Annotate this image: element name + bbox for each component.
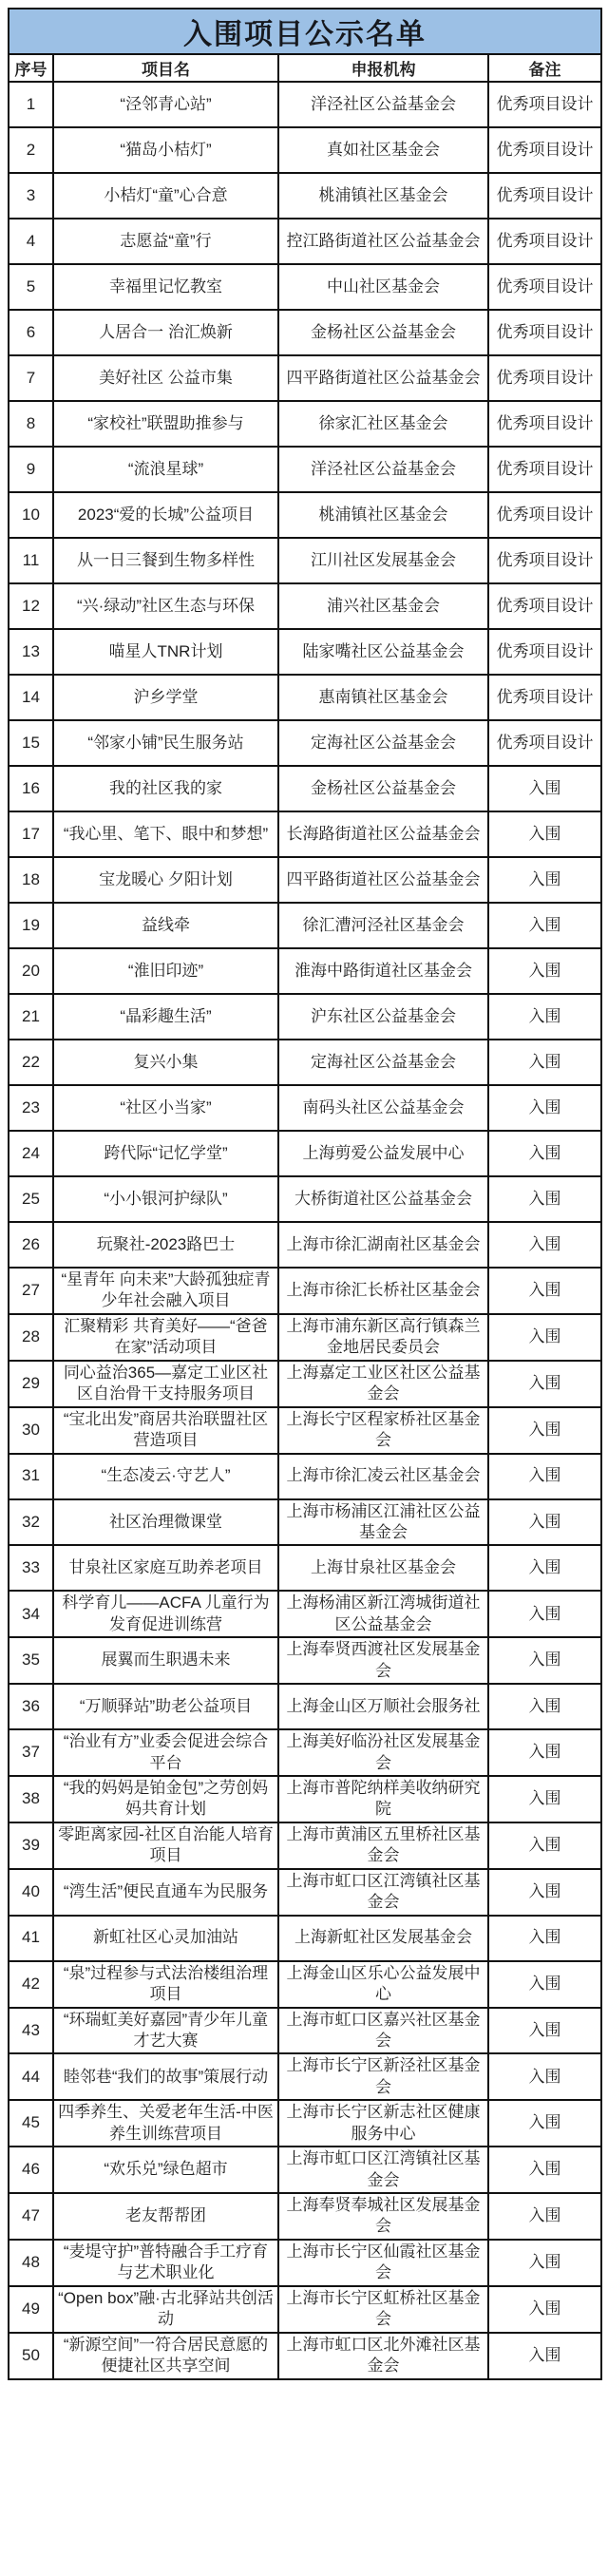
cell-remark: 入围 [488, 1776, 601, 1822]
table-row [9, 1499, 601, 1546]
cell-project: 宝龙暖心 夕阳计划 [53, 857, 278, 903]
cell-no: 8 [9, 401, 53, 447]
column-header-project: 项目名 [53, 54, 278, 82]
cell-remark: 入围 [488, 2008, 601, 2054]
table-row [9, 766, 601, 811]
cell-remark: 入围 [488, 1407, 601, 1454]
cell-project: 幸福里记忆教室 [53, 264, 278, 310]
cell-no: 47 [9, 2193, 53, 2240]
cell-org: 上海市浦东新区高行镇森兰金地居民委员会 [278, 1314, 488, 1361]
cell-org: 上海市徐汇长桥社区基金会 [278, 1268, 488, 1314]
cell-org: 上海杨浦区新江湾城街道社区公益基金会 [278, 1591, 488, 1637]
cell-remark: 入围 [488, 1916, 601, 1961]
table-row [9, 903, 601, 948]
cell-remark: 优秀项目设计 [488, 720, 601, 766]
cell-no: 12 [9, 583, 53, 629]
cell-remark: 入围 [488, 1131, 601, 1176]
cell-no: 46 [9, 2147, 53, 2193]
cell-org: 四平路街道社区公益基金会 [278, 857, 488, 903]
cell-org: 上海市杨浦区江浦社区公益基金会 [278, 1499, 488, 1546]
table-row [9, 948, 601, 994]
table-row [9, 1314, 601, 1361]
table-row [9, 173, 601, 219]
table-row [9, 629, 601, 675]
table-row [9, 1361, 601, 1407]
table-row [9, 675, 601, 720]
cell-project: “兴·绿动”社区生态与环保 [53, 583, 278, 629]
cell-remark: 入围 [488, 1268, 601, 1314]
cell-project: 沪乡学堂 [53, 675, 278, 720]
cell-project: “泉”过程参与式法治楼组治理项目 [53, 1961, 278, 2008]
cell-remark: 入围 [488, 948, 601, 994]
table-row [9, 1222, 601, 1268]
table-row [9, 2008, 601, 2054]
cell-org: 上海新虹社区发展基金会 [278, 1916, 488, 1961]
cell-no: 28 [9, 1314, 53, 1361]
cell-org: 洋泾社区公益基金会 [278, 82, 488, 127]
cell-no: 4 [9, 219, 53, 264]
cell-no: 14 [9, 675, 53, 720]
cell-no: 29 [9, 1361, 53, 1407]
cell-project: 玩聚社-2023路巴士 [53, 1222, 278, 1268]
cell-project: “家校社”联盟助推参与 [53, 401, 278, 447]
table-row [9, 219, 601, 264]
table-body [9, 82, 601, 2379]
cell-org: 沪东社区公益基金会 [278, 994, 488, 1040]
cell-no: 11 [9, 538, 53, 583]
cell-project: “流浪星球” [53, 447, 278, 492]
table-row [9, 1684, 601, 1729]
cell-org: 上海市虹口区江湾镇社区基金会 [278, 1869, 488, 1916]
cell-project: “治业有方”业委会促进会综合平台 [53, 1729, 278, 1776]
cell-org: 徐汇漕河泾社区基金会 [278, 903, 488, 948]
table-row [9, 2333, 601, 2379]
cell-no: 30 [9, 1407, 53, 1454]
cell-project: 零距离家园-社区自治能人培育项目 [53, 1822, 278, 1869]
cell-org: 上海嘉定工业区社区公益基金会 [278, 1361, 488, 1407]
cell-project: “泾邻青心站” [53, 82, 278, 127]
table-row [9, 1131, 601, 1176]
cell-no: 16 [9, 766, 53, 811]
cell-remark: 优秀项目设计 [488, 538, 601, 583]
cell-no: 3 [9, 173, 53, 219]
table-row [9, 2053, 601, 2100]
cell-remark: 入围 [488, 1869, 601, 1916]
cell-no: 1 [9, 82, 53, 127]
cell-org: 上海市长宁区仙霞社区基金会 [278, 2240, 488, 2286]
table-row [9, 1407, 601, 1454]
cell-no: 48 [9, 2240, 53, 2286]
table-row [9, 127, 601, 173]
cell-project: 新虹社区心灵加油站 [53, 1916, 278, 1961]
cell-org: 江川社区发展基金会 [278, 538, 488, 583]
cell-project: “生态凌云·守艺人” [53, 1454, 278, 1499]
cell-org: 上海市长宁区新泾社区基金会 [278, 2053, 488, 2100]
cell-remark: 入围 [488, 2100, 601, 2147]
cell-no: 50 [9, 2333, 53, 2379]
cell-remark: 入围 [488, 1729, 601, 1776]
cell-org: 陆家嘴社区公益基金会 [278, 629, 488, 675]
cell-remark: 入围 [488, 1684, 601, 1729]
cell-remark: 入围 [488, 2053, 601, 2100]
cell-org: 上海甘泉社区基金会 [278, 1545, 488, 1591]
cell-remark: 入围 [488, 1040, 601, 1085]
cell-org: 上海市黄浦区五里桥社区基金会 [278, 1822, 488, 1869]
cell-project: 复兴小集 [53, 1040, 278, 1085]
cell-remark: 优秀项目设计 [488, 127, 601, 173]
cell-remark: 优秀项目设计 [488, 219, 601, 264]
cell-no: 41 [9, 1916, 53, 1961]
cell-org: 上海金山区乐心公益发展中心 [278, 1961, 488, 2008]
cell-org: 上海市长宁区新志社区健康服务中心 [278, 2100, 488, 2147]
cell-no: 9 [9, 447, 53, 492]
cell-org: 淮海中路街道社区基金会 [278, 948, 488, 994]
cell-remark: 优秀项目设计 [488, 675, 601, 720]
cell-org: 长海路街道社区公益基金会 [278, 811, 488, 857]
cell-no: 42 [9, 1961, 53, 2008]
table-row [9, 811, 601, 857]
cell-remark: 入围 [488, 1822, 601, 1869]
table-row [9, 1085, 601, 1131]
cell-project: 美好社区 公益市集 [53, 355, 278, 401]
table-row [9, 1729, 601, 1776]
cell-no: 24 [9, 1131, 53, 1176]
cell-no: 43 [9, 2008, 53, 2054]
cell-org: 惠南镇社区基金会 [278, 675, 488, 720]
table-row [9, 1869, 601, 1916]
table-row [9, 447, 601, 492]
cell-no: 45 [9, 2100, 53, 2147]
cell-project: 汇聚精彩 共育美好——“爸爸在家”活动项目 [53, 1314, 278, 1361]
table-row [9, 2147, 601, 2193]
cell-project: “小小银河护绿队” [53, 1176, 278, 1222]
cell-project: “猫岛小桔灯” [53, 127, 278, 173]
cell-project: “环瑞虹美好嘉园”青少年儿童才艺大赛 [53, 2008, 278, 2054]
cell-no: 38 [9, 1776, 53, 1822]
cell-remark: 入围 [488, 1499, 601, 1546]
cell-project: 跨代际“记忆学堂” [53, 1131, 278, 1176]
cell-org: 上海奉贤西渡社区发展基金会 [278, 1637, 488, 1684]
cell-project: 益线牵 [53, 903, 278, 948]
cell-project: “宝北出发”商居共治联盟社区营造项目 [53, 1407, 278, 1454]
cell-no: 15 [9, 720, 53, 766]
cell-no: 36 [9, 1684, 53, 1729]
cell-remark: 入围 [488, 994, 601, 1040]
cell-org: 上海市虹口区嘉兴社区基金会 [278, 2008, 488, 2054]
cell-no: 10 [9, 492, 53, 538]
cell-no: 32 [9, 1499, 53, 1546]
table-row [9, 2100, 601, 2147]
cell-remark: 优秀项目设计 [488, 173, 601, 219]
table-row [9, 857, 601, 903]
cell-project: “星青年 向未来”大龄孤独症青少年社会融入项目 [53, 1268, 278, 1314]
cell-project: “我的妈妈是铂金包”之劳创妈妈共育计划 [53, 1776, 278, 1822]
cell-org: 真如社区基金会 [278, 127, 488, 173]
cell-no: 44 [9, 2053, 53, 2100]
cell-project: “湾生活”便民直通车为民服务 [53, 1869, 278, 1916]
cell-project: 人居合一 治汇焕新 [53, 310, 278, 355]
cell-no: 49 [9, 2286, 53, 2333]
table-row [9, 538, 601, 583]
cell-remark: 入围 [488, 1222, 601, 1268]
column-header-org: 申报机构 [278, 54, 488, 82]
table-row [9, 1822, 601, 1869]
cell-no: 17 [9, 811, 53, 857]
cell-org: 上海市徐汇凌云社区基金会 [278, 1454, 488, 1499]
cell-remark: 优秀项目设计 [488, 264, 601, 310]
cell-project: “邻家小铺”民生服务站 [53, 720, 278, 766]
cell-project: “新源空间”一符合居民意愿的便捷社区共享空间 [53, 2333, 278, 2379]
cell-project: 2023“爱的长城”公益项目 [53, 492, 278, 538]
cell-no: 34 [9, 1591, 53, 1637]
cell-org: 上海金山区万顺社会服务社 [278, 1684, 488, 1729]
cell-org: 上海剪爱公益发展中心 [278, 1131, 488, 1176]
column-header-remark: 备注 [488, 54, 601, 82]
cell-remark: 入围 [488, 903, 601, 948]
cell-org: 中山社区基金会 [278, 264, 488, 310]
cell-org: 金杨社区公益基金会 [278, 310, 488, 355]
cell-project: 展翼而生职遇未来 [53, 1637, 278, 1684]
cell-org: 大桥街道社区公益基金会 [278, 1176, 488, 1222]
cell-remark: 优秀项目设计 [488, 583, 601, 629]
table-row [9, 2286, 601, 2333]
cell-project: 志愿益“童”行 [53, 219, 278, 264]
cell-project: “麦堤守护”普特融合手工疗育与艺术职业化 [53, 2240, 278, 2286]
cell-project: 四季养生、关爱老年生活-中医养生训练营项目 [53, 2100, 278, 2147]
cell-remark: 入围 [488, 857, 601, 903]
column-header-no: 序号 [9, 54, 53, 82]
cell-org: 上海市长宁区虹桥社区基金会 [278, 2286, 488, 2333]
cell-project: 喵星人TNR计划 [53, 629, 278, 675]
cell-org: 徐家汇社区基金会 [278, 401, 488, 447]
cell-project: “万顺驿站”助老公益项目 [53, 1684, 278, 1729]
cell-no: 25 [9, 1176, 53, 1222]
cell-project: “晶彩趣生活” [53, 994, 278, 1040]
table-row [9, 401, 601, 447]
cell-project: “Open box”融·古北驿站共创活动 [53, 2286, 278, 2333]
header-row [9, 54, 601, 82]
cell-no: 19 [9, 903, 53, 948]
cell-org: 上海市徐汇湖南社区基金会 [278, 1222, 488, 1268]
cell-org: 金杨社区公益基金会 [278, 766, 488, 811]
cell-org: 上海长宁区程家桥社区基金会 [278, 1407, 488, 1454]
cell-org: 上海市虹口区江湾镇社区基金会 [278, 2147, 488, 2193]
cell-project: 同心益治365—嘉定工业区社区自治骨干支持服务项目 [53, 1361, 278, 1407]
table-row [9, 1591, 601, 1637]
cell-project: “淮旧印迹” [53, 948, 278, 994]
table-row [9, 994, 601, 1040]
cell-org: 上海市虹口区北外滩社区基金会 [278, 2333, 488, 2379]
table-row [9, 1268, 601, 1314]
table-row [9, 2240, 601, 2286]
table-row [9, 82, 601, 127]
cell-remark: 入围 [488, 2240, 601, 2286]
cell-remark: 入围 [488, 1176, 601, 1222]
cell-no: 27 [9, 1268, 53, 1314]
cell-no: 35 [9, 1637, 53, 1684]
cell-no: 5 [9, 264, 53, 310]
table-row [9, 1637, 601, 1684]
cell-remark: 优秀项目设计 [488, 82, 601, 127]
cell-no: 22 [9, 1040, 53, 1085]
cell-no: 31 [9, 1454, 53, 1499]
cell-org: 洋泾社区公益基金会 [278, 447, 488, 492]
cell-remark: 入围 [488, 2286, 601, 2333]
cell-remark: 入围 [488, 2193, 601, 2240]
cell-project: 从一日三餐到生物多样性 [53, 538, 278, 583]
cell-org: 定海社区公益基金会 [278, 1040, 488, 1085]
cell-remark: 入围 [488, 1314, 601, 1361]
title-row [9, 9, 601, 54]
table-row [9, 1776, 601, 1822]
cell-remark: 入围 [488, 1961, 601, 2008]
table-row [9, 720, 601, 766]
cell-no: 7 [9, 355, 53, 401]
shortlist-table [8, 8, 602, 2380]
cell-remark: 入围 [488, 1545, 601, 1591]
cell-no: 21 [9, 994, 53, 1040]
cell-org: 上海市普陀纳样美收纳研究院 [278, 1776, 488, 1822]
cell-project: 睦邻巷“我们的故事”策展行动 [53, 2053, 278, 2100]
table-row [9, 1961, 601, 2008]
cell-project: 老友帮帮团 [53, 2193, 278, 2240]
cell-no: 6 [9, 310, 53, 355]
cell-project: “社区小当家” [53, 1085, 278, 1131]
cell-remark: 入围 [488, 1085, 601, 1131]
cell-project: “欢乐兑”绿色超市 [53, 2147, 278, 2193]
cell-project: 社区治理微课堂 [53, 1499, 278, 1546]
table-row [9, 1040, 601, 1085]
cell-remark: 入围 [488, 811, 601, 857]
cell-remark: 入围 [488, 1361, 601, 1407]
cell-remark: 入围 [488, 2333, 601, 2379]
table-row [9, 1454, 601, 1499]
cell-org: 浦兴社区基金会 [278, 583, 488, 629]
cell-no: 23 [9, 1085, 53, 1131]
cell-org: 南码头社区公益基金会 [278, 1085, 488, 1131]
cell-org: 桃浦镇社区基金会 [278, 173, 488, 219]
cell-org: 四平路街道社区公益基金会 [278, 355, 488, 401]
cell-org: 控江路街道社区公益基金会 [278, 219, 488, 264]
table-row [9, 1916, 601, 1961]
cell-no: 33 [9, 1545, 53, 1591]
table-row [9, 355, 601, 401]
cell-no: 37 [9, 1729, 53, 1776]
cell-no: 40 [9, 1869, 53, 1916]
cell-project: “我心里、笔下、眼中和梦想” [53, 811, 278, 857]
cell-remark: 入围 [488, 1591, 601, 1637]
table-row [9, 310, 601, 355]
table-row [9, 1545, 601, 1591]
cell-project: 甘泉社区家庭互助养老项目 [53, 1545, 278, 1591]
cell-project: 小桔灯“童”心合意 [53, 173, 278, 219]
cell-remark: 优秀项目设计 [488, 310, 601, 355]
cell-remark: 优秀项目设计 [488, 401, 601, 447]
cell-remark: 优秀项目设计 [488, 355, 601, 401]
table-row [9, 264, 601, 310]
table-row [9, 492, 601, 538]
table-row [9, 2193, 601, 2240]
cell-remark: 优秀项目设计 [488, 629, 601, 675]
cell-remark: 入围 [488, 1637, 601, 1684]
cell-no: 13 [9, 629, 53, 675]
cell-no: 20 [9, 948, 53, 994]
cell-remark: 入围 [488, 1454, 601, 1499]
cell-no: 26 [9, 1222, 53, 1268]
cell-remark: 入围 [488, 766, 601, 811]
cell-org: 上海美好临汾社区发展基金会 [278, 1729, 488, 1776]
table-row [9, 583, 601, 629]
cell-project: 科学育儿——ACFA 儿童行为发育促进训练营 [53, 1591, 278, 1637]
page-title: 入围项目公示名单 [9, 9, 601, 54]
cell-no: 39 [9, 1822, 53, 1869]
cell-remark: 优秀项目设计 [488, 492, 601, 538]
cell-org: 定海社区公益基金会 [278, 720, 488, 766]
cell-org: 上海奉贤奉城社区发展基金会 [278, 2193, 488, 2240]
cell-org: 桃浦镇社区基金会 [278, 492, 488, 538]
cell-no: 18 [9, 857, 53, 903]
cell-no: 2 [9, 127, 53, 173]
table-row [9, 1176, 601, 1222]
cell-remark: 优秀项目设计 [488, 447, 601, 492]
cell-remark: 入围 [488, 2147, 601, 2193]
cell-project: 我的社区我的家 [53, 766, 278, 811]
